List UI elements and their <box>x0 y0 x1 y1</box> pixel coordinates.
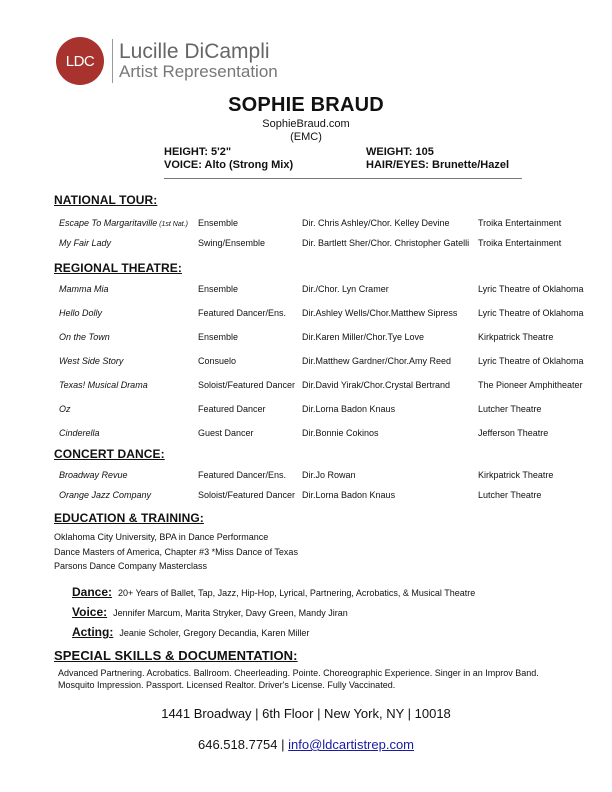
credit-company: Kirkpatrick Theatre <box>478 332 554 342</box>
training-text: 20+ Years of Ballet, Tap, Jazz, Hip-Hop, Lyrical, Partnering, Acrobatics, & Musical Theatre <box>118 588 476 598</box>
section-special-skills: SPECIAL SKILLS & DOCUMENTATION: <box>54 648 298 663</box>
credit-director: Dir.Ashley Wells/Chor.Matthew Sipress <box>302 308 458 318</box>
credit-row <box>0 404 612 418</box>
agency-phone: 646.518.7754 | <box>197 737 289 752</box>
credit-row <box>0 490 612 504</box>
special-skills-text <box>58 667 578 691</box>
credit-row <box>0 238 612 252</box>
credit-show: Orange Jazz Company <box>59 490 152 500</box>
credit-show: Escape To Margaritaville (1st Nat.) <box>59 218 188 228</box>
education-line: Dance Masters of America, Chapter #3 *Miss Dance of Texas <box>54 546 298 557</box>
credit-director: Dir./Chor. Lyn Cramer <box>302 284 389 294</box>
credit-row <box>0 356 612 370</box>
agency-logo <box>56 36 278 86</box>
education-line: Parsons Dance Company Masterclass <box>54 561 208 571</box>
credit-company: Kirkpatrick Theatre <box>478 470 554 480</box>
weight-stat: WEIGHT: 105 <box>366 146 434 158</box>
artist-name: SOPHIE BRAUD <box>228 94 384 116</box>
credit-role: Featured Dancer <box>198 404 266 414</box>
training-label: Dance: <box>72 585 113 599</box>
credit-director: Dir.Jo Rowan <box>302 470 356 480</box>
credit-row <box>0 284 612 298</box>
credit-director: Dir. Bartlett Sher/Chor. Christopher Gatelli <box>302 238 470 248</box>
credit-show: Broadway Revue <box>59 470 128 480</box>
credit-row <box>0 218 612 232</box>
credit-show: Texas! Musical Drama <box>59 380 148 390</box>
credit-role: Soloist/Featured Dancer <box>198 380 296 390</box>
credit-show: Mamma Mia <box>59 284 109 294</box>
special-skills-line: Advanced Partnering. Acrobatics. Ballroom. Cheerleading. Pointe. Choreographic Experience. Singer in an Improv Band. <box>58 668 539 678</box>
credit-show: Oz <box>59 404 71 414</box>
stats-left <box>164 146 293 172</box>
agency-email-link[interactable]: info@ldcartistrep.com <box>288 737 415 752</box>
training-dance <box>72 585 475 599</box>
credit-company: The Pioneer Amphitheater <box>478 380 583 390</box>
credit-company: Jefferson Theatre <box>478 428 549 438</box>
special-skills-line: Mosquito Impression. Passport. Licensed Realtor. Driver's License. Fully Vaccinated. <box>58 680 396 690</box>
credit-company: Lyric Theatre of Oklahoma <box>478 284 584 294</box>
credit-row <box>0 308 612 322</box>
header-divider <box>164 178 522 179</box>
hair-eyes-stat: HAIR/EYES: Brunette/Hazel <box>366 159 510 171</box>
credit-company: Troika Entertainment <box>478 218 562 228</box>
credit-company: Troika Entertainment <box>478 238 562 248</box>
section-education: EDUCATION & TRAINING: <box>54 511 204 525</box>
credit-director: Dir.Bonnie Cokinos <box>302 428 379 438</box>
credit-role: Ensemble <box>198 218 239 228</box>
credit-director: Dir.Lorna Badon Knaus <box>302 490 396 500</box>
credit-role: Guest Dancer <box>198 428 254 438</box>
artist-website: SophieBraud.com <box>262 118 350 130</box>
credit-row <box>0 332 612 346</box>
voice-stat: VOICE: Alto (Strong Mix) <box>164 159 294 171</box>
artist-header <box>0 94 612 143</box>
credit-show: On the Town <box>59 332 110 342</box>
credit-company: Lyric Theatre of Oklahoma <box>478 356 584 366</box>
education-line: Oklahoma City University, BPA in Dance Performance <box>54 532 269 542</box>
credit-row <box>0 380 612 394</box>
stats-right <box>366 146 509 172</box>
credit-role: Swing/Ensemble <box>198 238 266 248</box>
agency-subtitle: Artist Representation <box>119 62 278 82</box>
credit-role: Featured Dancer/Ens. <box>198 308 287 318</box>
union-status: (EMC) <box>290 131 322 143</box>
credit-director: Dir.Karen Miller/Chor.Tye Love <box>302 332 425 342</box>
section-regional-theatre: REGIONAL THEATRE: <box>54 261 182 275</box>
agency-address: 1441 Broadway | 6th Floor | New York, NY | 10018 <box>161 706 451 721</box>
credit-director: Dir.David Yirak/Chor.Crystal Bertrand <box>302 380 451 390</box>
credit-show: Hello Dolly <box>59 308 103 318</box>
credit-role: Soloist/Featured Dancer <box>198 490 296 500</box>
logo-monogram: LDC <box>56 37 104 85</box>
training-text: Jennifer Marcum, Marita Stryker, Davy Green, Mandy Jiran <box>113 608 348 618</box>
credit-role: Ensemble <box>198 284 239 294</box>
training-acting <box>72 625 309 639</box>
credit-company: Lyric Theatre of Oklahoma <box>478 308 584 318</box>
training-label: Voice: <box>72 605 108 619</box>
logo-wordmark <box>119 41 278 81</box>
credit-company: Lutcher Theatre <box>478 404 542 414</box>
credit-director: Dir.Matthew Gardner/Chor.Amy Reed <box>302 356 452 366</box>
credit-role: Ensemble <box>198 332 239 342</box>
logo-divider <box>112 39 113 83</box>
agency-contact <box>0 737 612 752</box>
education-list <box>54 530 298 574</box>
credit-company: Lutcher Theatre <box>478 490 542 500</box>
credit-show: Cinderella <box>59 428 100 438</box>
credit-director: Dir. Chris Ashley/Chor. Kelley Devine <box>302 218 450 228</box>
training-voice <box>72 605 348 619</box>
credit-row <box>0 470 612 484</box>
height-stat: HEIGHT: 5'2" <box>164 146 232 158</box>
section-national-tour: NATIONAL TOUR: <box>54 193 158 207</box>
credit-role: Featured Dancer/Ens. <box>198 470 287 480</box>
credit-show: West Side Story <box>59 356 124 366</box>
credit-role: Consuelo <box>198 356 237 366</box>
section-concert-dance: CONCERT DANCE: <box>54 447 165 461</box>
agency-name: Lucille DiCampli <box>119 40 270 64</box>
credit-row <box>0 428 612 442</box>
credit-director: Dir.Lorna Badon Knaus <box>302 404 396 414</box>
credit-show: My Fair Lady <box>59 238 112 248</box>
training-text: Jeanie Scholer, Gregory Decandia, Karen Miller <box>119 628 310 638</box>
training-label: Acting: <box>72 625 114 639</box>
